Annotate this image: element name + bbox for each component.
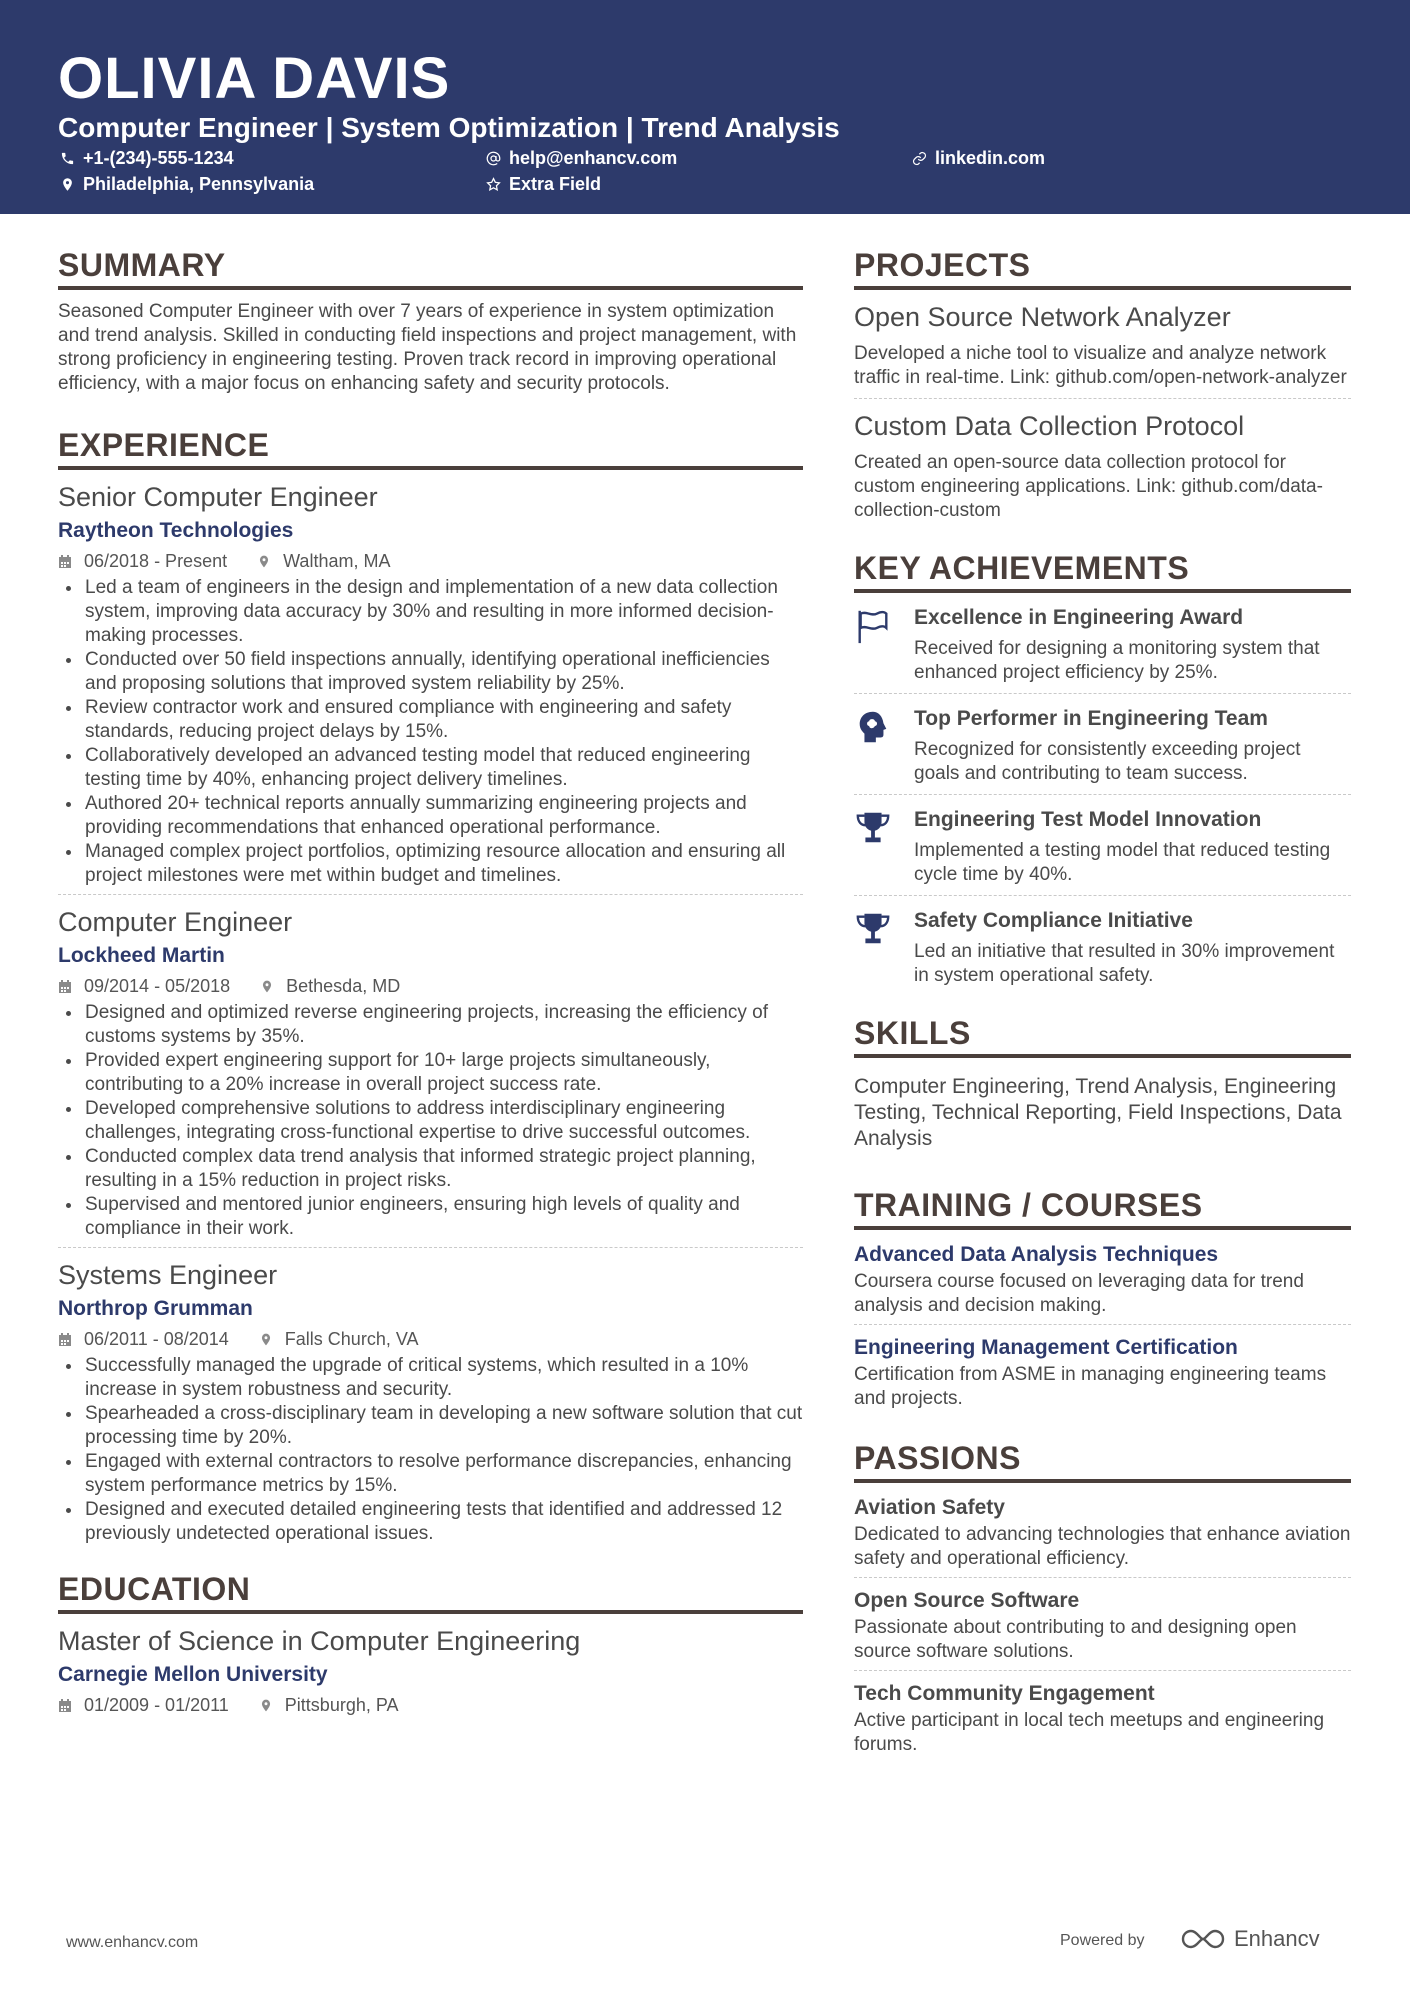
resume-header <box>0 0 1410 214</box>
phone-icon <box>60 151 75 166</box>
achievement-entry <box>854 704 1351 795</box>
right-column <box>854 246 1351 1771</box>
course-description: Coursera course focused on leveraging data for trend analysis and decision making. <box>854 1271 1304 1316</box>
location-pin-icon <box>257 554 271 569</box>
company-name: Raytheon Technologies <box>58 519 294 542</box>
education-section <box>58 1570 803 1718</box>
dates-text: 01/2009 - 01/2011 <box>84 1695 229 1715</box>
location-text: Pittsburgh, PA <box>284 1695 399 1715</box>
bullet-item: Designed and optimized reverse engineering projects, increasing the efficiency of customs systems by 35%. <box>58 1001 803 1049</box>
passion-title: Tech Community Engagement <box>854 1682 1155 1705</box>
dates-text: 09/2014 - 05/2018 <box>84 976 231 996</box>
dates-text: 06/2011 - 08/2014 <box>84 1329 229 1349</box>
company-name: Northrop Grumman <box>58 1297 253 1320</box>
head-icon <box>854 708 892 746</box>
job-location <box>257 548 390 574</box>
skills-text: Computer Engineering, Trend Analysis, Engineering Testing, Technical Reporting, Field Inspections, Data Analysis <box>854 1075 1342 1150</box>
job-location <box>259 1326 419 1352</box>
calendar-icon <box>58 554 72 569</box>
passion-entry <box>854 1586 1351 1671</box>
bullet-item: Collaboratively developed an advanced testing model that reduced engineering testing time by 40%, enhancing project delivery timelines. <box>58 744 803 792</box>
achievement-entry <box>854 805 1351 896</box>
section-title-achievements: KEY ACHIEVEMENTS <box>854 549 1351 593</box>
achievements-section <box>854 549 1351 996</box>
degree-title: Master of Science in Computer Engineering <box>58 1626 581 1656</box>
calendar-icon <box>58 1332 72 1347</box>
phone-text: +1-(234)-555-1234 <box>83 148 234 168</box>
passion-entry <box>854 1679 1351 1763</box>
linkedin-text: linkedin.com <box>935 148 1046 168</box>
achievement-entry <box>854 906 1351 996</box>
job-meta <box>58 973 803 999</box>
bullet-item: Successfully managed the upgrade of critical systems, which resulted in a 10% increase in system robustness and security. <box>58 1354 803 1402</box>
education-location <box>259 1692 399 1718</box>
location-pin-icon <box>259 1698 273 1713</box>
powered-by-label: Powered by <box>1060 1932 1145 1949</box>
achievement-icon-wrap <box>854 805 914 887</box>
section-title-skills: SKILLS <box>854 1014 1351 1058</box>
headline: Computer Engineer | System Optimization | Trend Analysis <box>58 112 840 143</box>
job-entry <box>58 905 803 1248</box>
bullet-item: Designed and executed detailed engineering tests that identified and addressed 12 previously undetected operational issues. <box>58 1498 803 1546</box>
trophy-icon <box>854 809 892 847</box>
project-description: Created an open-source data collection protocol for custom engineering applications. Link: github.com/data-collection-custom <box>854 452 1323 521</box>
calendar-icon <box>58 1698 72 1713</box>
email-text: help@enhancv.com <box>509 148 678 168</box>
passion-title: Open Source Software <box>854 1589 1080 1612</box>
training-section <box>854 1186 1351 1417</box>
section-title-passions: PASSIONS <box>854 1439 1351 1483</box>
bullet-item: Developed comprehensive solutions to address interdisciplinary engineering challenges, integrating cross-functional expertise to drive successful outcomes. <box>58 1097 803 1145</box>
project-title: Open Source Network Analyzer <box>854 302 1231 332</box>
summary-section <box>58 246 803 396</box>
bullet-item: Provided expert engineering support for 10+ large projects simultaneously, contributing to a 20% increase in overall project success rate. <box>58 1049 803 1097</box>
achievement-text: Led an initiative that resulted in 30% improvement in system operational safety. <box>914 941 1335 986</box>
course-entry <box>854 1240 1351 1325</box>
job-dates <box>58 548 227 574</box>
projects-section <box>854 246 1351 531</box>
job-bullets <box>58 1354 803 1546</box>
left-column <box>58 246 803 1718</box>
job-title: Computer Engineer <box>58 907 293 937</box>
bullet-item: Authored 20+ technical reports annually summarizing engineering projects and providing recommendations that enhanced operational performance. <box>58 792 803 840</box>
achievement-title: Engineering Test Model Innovation <box>914 808 1262 831</box>
contact-location <box>60 172 314 196</box>
achievement-title: Safety Compliance Initiative <box>914 909 1193 932</box>
location-pin-icon <box>260 979 274 994</box>
passion-description: Passionate about contributing to and designing open source software solutions. <box>854 1617 1297 1662</box>
location-pin-icon <box>259 1332 273 1347</box>
brand-name: Enhancv <box>1234 1926 1320 1951</box>
company-name: Lockheed Martin <box>58 944 225 967</box>
job-entry <box>58 1258 803 1552</box>
education-dates <box>58 1692 229 1718</box>
passion-entry <box>854 1493 1351 1578</box>
passion-description: Active participant in local tech meetups and engineering forums. <box>854 1710 1325 1755</box>
summary-text: Seasoned Computer Engineer with over 7 years of experience in system optimization and trend analysis. Skilled in conducting field inspections and project management, with strong proficiency in engineering testing. Proven track record in improving operational efficiency, with a major focus on enhancing safety and security protocols. <box>58 301 797 394</box>
section-title-experience: EXPERIENCE <box>58 426 803 470</box>
job-entry <box>58 480 803 895</box>
extra-text: Extra Field <box>509 174 602 194</box>
section-title-training: TRAINING / COURSES <box>854 1186 1351 1230</box>
achievement-entry <box>854 603 1351 694</box>
bullet-item: Spearheaded a cross-disciplinary team in developing a new software solution that cut processing time by 20%. <box>58 1402 803 1450</box>
bullet-item: Conducted complex data trend analysis that informed strategic project planning, resulting in a 15% reduction in project risks. <box>58 1145 803 1193</box>
job-meta <box>58 1326 803 1352</box>
location-text: Waltham, MA <box>283 551 391 571</box>
contact-email[interactable] <box>486 146 677 170</box>
contact-phone[interactable] <box>60 146 234 170</box>
job-location <box>260 973 400 999</box>
link-icon <box>912 151 927 166</box>
achievement-body <box>914 603 1351 685</box>
location-text: Bethesda, MD <box>286 976 401 996</box>
education-meta <box>58 1692 803 1718</box>
bullet-item: Conducted over 50 field inspections annually, identifying operational inefficiencies and proposing solutions that improved system reliability by 25%. <box>58 648 803 696</box>
experience-section <box>58 426 803 1552</box>
course-entry <box>854 1333 1351 1417</box>
contact-linkedin[interactable] <box>912 146 1045 170</box>
job-title: Senior Computer Engineer <box>58 482 378 512</box>
skills-section <box>854 1014 1351 1152</box>
at-icon <box>486 151 501 166</box>
achievement-text: Recognized for consistently exceeding project goals and contributing to team success. <box>914 739 1301 784</box>
project-entry <box>854 409 1351 531</box>
achievement-icon-wrap <box>854 906 914 988</box>
location-pin-icon <box>60 177 75 192</box>
achievement-title: Top Performer in Engineering Team <box>914 707 1268 730</box>
achievement-body <box>914 906 1351 988</box>
trophy-icon <box>854 910 892 948</box>
location-text: Falls Church, VA <box>284 1329 419 1349</box>
section-title-summary: SUMMARY <box>58 246 803 290</box>
achievement-text: Implemented a testing model that reduced testing cycle time by 40%. <box>914 840 1331 885</box>
bullet-item: Led a team of engineers in the design and implementation of a new data collection system, improving data accuracy by 30% and resulting in more informed decision-making processes. <box>58 576 803 648</box>
achievement-text: Received for designing a monitoring system that enhanced project efficiency by 25%. <box>914 638 1320 683</box>
project-title: Custom Data Collection Protocol <box>854 411 1245 441</box>
job-dates <box>58 973 230 999</box>
enhancv-logo-icon <box>1180 1926 1226 1952</box>
flag-icon <box>854 607 892 645</box>
achievement-body <box>914 805 1351 887</box>
candidate-name: OLIVIA DAVIS <box>58 46 451 111</box>
course-title: Engineering Management Certification <box>854 1336 1238 1359</box>
school-name: Carnegie Mellon University <box>58 1663 328 1686</box>
job-title: Systems Engineer <box>58 1260 278 1290</box>
contact-extra <box>486 172 601 196</box>
course-title: Advanced Data Analysis Techniques <box>854 1243 1219 1266</box>
job-bullets <box>58 576 803 888</box>
passion-title: Aviation Safety <box>854 1496 1005 1519</box>
achievement-body <box>914 704 1351 786</box>
bullet-item: Review contractor work and ensured compliance with engineering and safety standards, reducing project delays by 15%. <box>58 696 803 744</box>
job-bullets <box>58 1001 803 1241</box>
course-description: Certification from ASME in managing engineering teams and projects. <box>854 1364 1327 1409</box>
bullet-item: Managed complex project portfolios, optimizing resource allocation and ensuring all project milestones were met within budget and timelines. <box>58 840 803 888</box>
dates-text: 06/2018 - Present <box>84 551 228 571</box>
achievement-title: Excellence in Engineering Award <box>914 606 1244 629</box>
section-title-education: EDUCATION <box>58 1570 803 1614</box>
location-text: Philadelphia, Pennsylvania <box>83 174 315 194</box>
footer-url[interactable]: www.enhancv.com <box>66 1934 199 1951</box>
enhancv-brand[interactable] <box>1180 1926 1320 1952</box>
star-icon <box>486 177 501 192</box>
achievement-icon-wrap <box>854 603 914 685</box>
project-description: Developed a niche tool to visualize and analyze network traffic in real-time. Link: github.com/open-network-analyzer <box>854 343 1347 388</box>
achievement-icon-wrap <box>854 704 914 786</box>
calendar-icon <box>58 979 72 994</box>
job-dates <box>58 1326 229 1352</box>
job-meta <box>58 548 803 574</box>
bullet-item: Supervised and mentored junior engineers, ensuring high levels of quality and compliance in their work. <box>58 1193 803 1241</box>
section-title-projects: PROJECTS <box>854 246 1351 290</box>
project-entry <box>854 300 1351 399</box>
bullet-item: Engaged with external contractors to resolve performance discrepancies, enhancing system performance metrics by 15%. <box>58 1450 803 1498</box>
passion-description: Dedicated to advancing technologies that enhance aviation safety and operational efficiency. <box>854 1524 1351 1569</box>
passions-section <box>854 1439 1351 1763</box>
